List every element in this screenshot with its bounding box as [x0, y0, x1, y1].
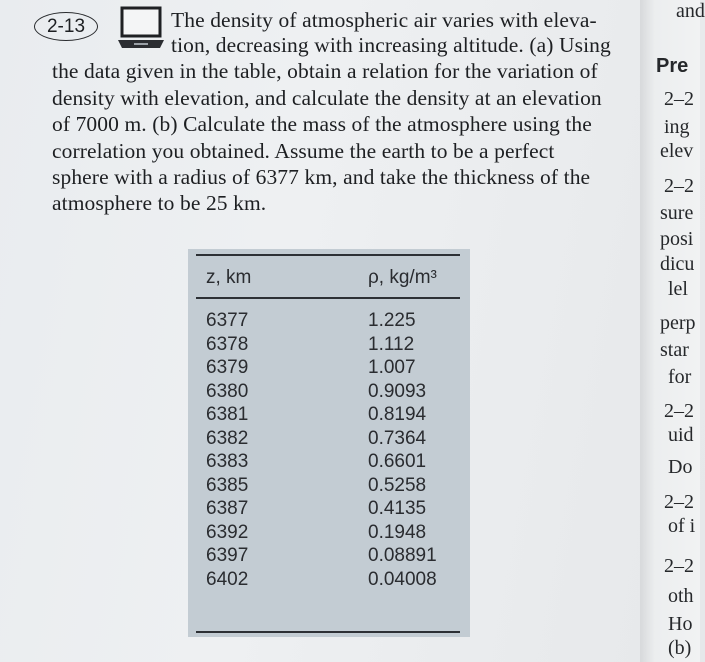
table-top-rule: [196, 254, 460, 256]
rho-value: 0.4135: [368, 498, 427, 519]
side-text-fragment: 2–2: [664, 555, 694, 577]
rho-value: 0.7364: [368, 427, 427, 449]
problem-text-line-3: the data given in the table, obtain a relation for the variation of: [52, 59, 598, 83]
side-text-fragment: star: [660, 339, 689, 361]
rho-value: 0.04008: [368, 568, 437, 590]
side-text-fragment: Ho: [668, 613, 693, 635]
side-text-fragment: ing: [664, 116, 690, 138]
rho-value: 0.8194: [368, 404, 427, 425]
problem-text-line-4: density with elevation, and calculate the density at an elevation: [52, 86, 602, 110]
side-text-fragment: posi: [660, 228, 694, 250]
side-text-fragment: and: [676, 0, 705, 22]
problem-text-line-8: atmosphere to be 25 km.: [52, 191, 267, 215]
side-text-fragment: dicu: [660, 253, 695, 275]
z-value: 6385: [206, 474, 249, 496]
problem-text-line-2: tion, decreasing with increasing altitude. (a) Using: [171, 33, 611, 57]
rho-value: 0.5258: [368, 474, 427, 496]
z-value: 6381: [206, 404, 249, 425]
side-text-fragment: elev: [660, 140, 694, 162]
z-column: [206, 309, 248, 591]
z-value: 6382: [206, 427, 249, 449]
side-text-fragment: 2–2: [664, 491, 694, 513]
side-text-fragment: 2–2: [664, 88, 694, 110]
side-text-fragment: sure: [660, 202, 694, 224]
adjacent-page-edge: [640, 0, 705, 662]
side-text-fragment: for: [668, 366, 692, 388]
z-value: 6378: [206, 333, 249, 355]
rho-value: 0.1948: [368, 521, 427, 543]
problem-number: 2-13: [34, 12, 98, 41]
laptop-computer-icon: [116, 4, 166, 52]
problem-text-line-1: The density of atmospheric air varies with eleva-: [171, 8, 597, 32]
rho-column: [368, 309, 437, 591]
rho-value: 0.6601: [368, 451, 427, 472]
side-text-fragment: lel: [668, 278, 688, 300]
density-table: [188, 249, 470, 637]
z-value: 6380: [206, 380, 249, 402]
side-text-fragment: 2–2: [664, 175, 694, 197]
side-text-fragment: of i: [668, 515, 696, 537]
rho-value: 1.112: [368, 333, 415, 355]
z-value: 6397: [206, 545, 249, 566]
z-value: 6392: [206, 521, 249, 543]
table-bottom-rule: [196, 631, 460, 633]
rho-value: 0.08891: [368, 545, 437, 566]
table-header-rule: [196, 297, 460, 299]
side-text-fragment: Pre: [656, 55, 689, 77]
rho-value: 1.007: [368, 357, 416, 378]
header-z: z, km: [206, 267, 252, 288]
side-text-fragment: perp: [660, 312, 696, 334]
problem-text-line-5: of 7000 m. (b) Calculate the mass of the atmosphere using the: [52, 112, 592, 136]
z-value: 6387: [206, 498, 249, 519]
z-value: 6379: [206, 357, 249, 378]
z-value: 6402: [206, 568, 249, 590]
problem-text-line-7: sphere with a radius of 6377 km, and take the thickness of the: [52, 165, 591, 189]
z-value: 6383: [206, 451, 249, 472]
rho-value: 0.9093: [368, 380, 427, 402]
side-text-fragment: uid: [668, 424, 694, 446]
side-text-fragment: Do: [668, 456, 693, 478]
z-value: 6377: [206, 310, 249, 331]
rho-value: 1.225: [368, 310, 416, 331]
side-text-fragment: 2–2: [664, 400, 694, 422]
problem-text-line-6: correlation you obtained. Assume the earth to be a perfect: [52, 139, 555, 163]
side-text-fragment: (b): [668, 637, 692, 659]
header-rho: ρ, kg/m³: [368, 267, 437, 288]
side-text-fragment: oth: [668, 585, 694, 607]
